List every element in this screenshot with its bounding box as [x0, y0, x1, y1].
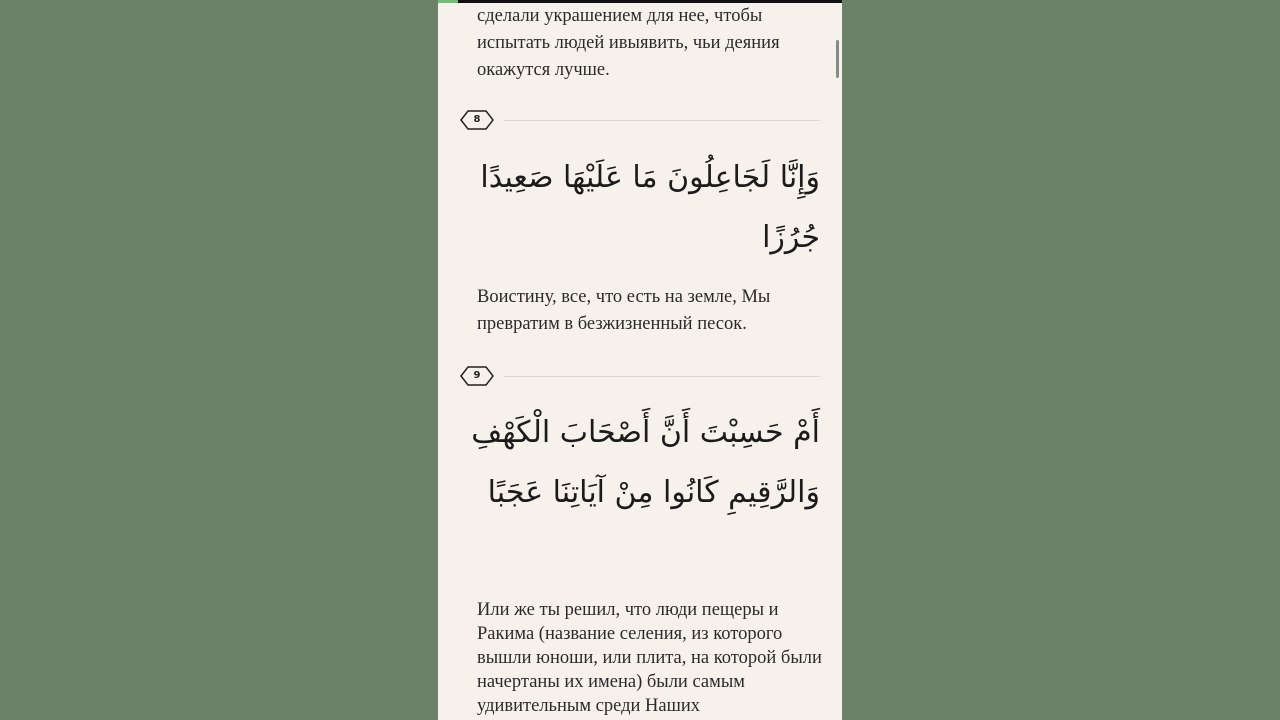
scrollbar[interactable] [836, 40, 839, 78]
verse-number-badge [460, 366, 494, 386]
verse-9-arabic: أَمْ حَسِبْتَ أَنَّ أَصْحَابَ الْكَهْفِ وَالرَّقِيمِ كَانُوا مِنْ آيَاتِنَا عَجَبًا [471, 415, 820, 510]
verse-9-divider [460, 366, 820, 386]
verse-8-divider [460, 110, 820, 130]
verse-9-translation: Или же ты решил, что люди пещеры и Ракима (название селения, из которого вышли юноши, или плита, на которой были начертаны их имена) были самым удивительным среди Наших [477, 600, 822, 716]
verse-number: 9 [473, 370, 481, 381]
divider-line [504, 120, 820, 121]
verse-number: 8 [473, 114, 481, 125]
verse-number-badge [460, 110, 494, 130]
reading-progress-bar [438, 0, 458, 3]
verse-7-translation: сделали украшением для нее, чтобы испытать людей ивыявить, чьи деяния окажутся лучше. [477, 6, 780, 80]
reader-screen [438, 0, 842, 720]
verse-8-translation: Воистину, все, что есть на земле, Мы превратим в безжизненный песок. [477, 287, 771, 334]
divider-line [504, 376, 820, 377]
verse-8-arabic: وَإِنَّا لَجَاعِلُونَ مَا عَلَيْهَا صَعِيدًا جُرُزًا [480, 160, 820, 255]
